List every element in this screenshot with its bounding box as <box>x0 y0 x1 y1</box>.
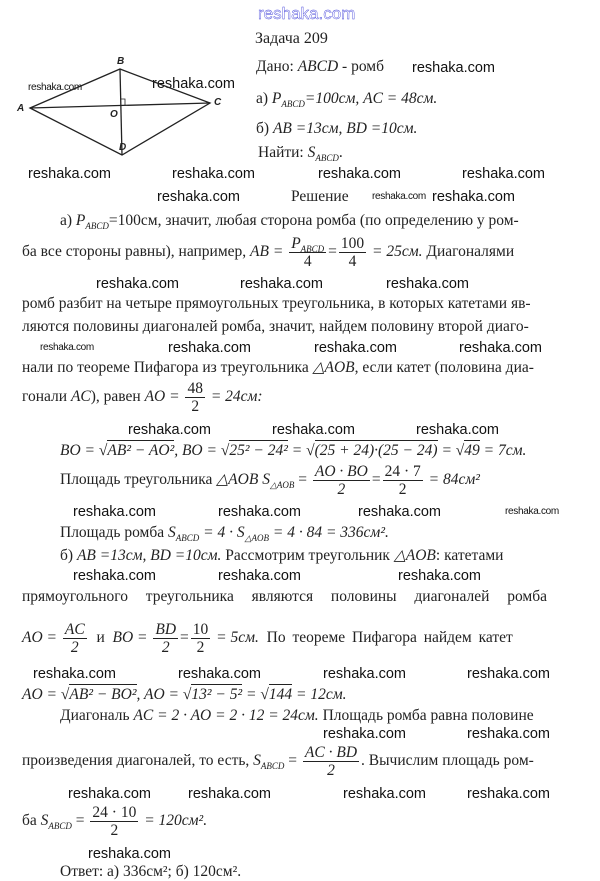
watermark-top: reshaka.com <box>258 4 356 23</box>
result: = 5см. <box>216 629 259 647</box>
result: = 12см. <box>295 686 347 703</box>
watermark: reshaka.com <box>168 340 252 356</box>
radicand: (25 + 24)·(25 − 24) <box>314 442 438 459</box>
math: AO = <box>22 629 57 647</box>
watermark: reshaka.com <box>172 166 256 182</box>
find-label: Найти: <box>258 144 304 161</box>
math: AO = <box>144 388 180 406</box>
watermark: reshaka.com <box>462 166 546 182</box>
math: BO = <box>60 442 95 459</box>
problem-title: Задача 209 <box>255 30 328 47</box>
numerator: AO · BO <box>314 463 368 480</box>
watermark: reshaka.com <box>88 846 172 862</box>
result: = 84см² <box>428 471 480 489</box>
radicand: AB² − BO² <box>69 686 137 703</box>
watermark: reshaka.com <box>33 666 117 682</box>
text: нали по теореме Пифагора из треугольника <box>22 359 309 376</box>
watermark: reshaka.com <box>467 666 551 682</box>
given-label: Дано: <box>256 58 294 75</box>
text: ба все стороны равны), например, <box>22 243 247 261</box>
watermark: reshaka.com <box>314 340 398 356</box>
numerator: 100 <box>340 235 365 252</box>
fraction <box>289 235 326 270</box>
given-b-rest: AB =13см, BD =10см. <box>272 120 418 137</box>
watermark: reshaka.com <box>343 786 427 802</box>
radicand: 13² − 5² <box>191 686 243 703</box>
math: , AO = <box>136 686 179 703</box>
part-b-line-3: AO = $\frac{AC}{2}$ и BO = $\frac{BD}{2}$ = $\frac{10}{2}$ = 5см. По теореме Пифагора найдем катет <box>22 621 513 656</box>
denominator: 2 <box>191 398 200 415</box>
watermark: reshaka.com <box>432 189 516 205</box>
denominator: 2 <box>70 639 79 656</box>
part-b-ao-formula: AO = √AB² − BO², AO = √13² − 5² = √144 = 12см. <box>22 686 347 703</box>
math: AO = <box>22 686 57 703</box>
watermark: reshaka.com <box>128 422 212 438</box>
sub: ABCD <box>300 244 325 254</box>
find-end: . <box>338 144 343 161</box>
watermark: reshaka.com <box>372 191 426 202</box>
watermark: reshaka.com <box>28 82 82 93</box>
math: △AOB <box>393 547 436 564</box>
watermark: reshaka.com <box>416 422 500 438</box>
sub: △AOB <box>244 533 269 543</box>
result: = 25см. <box>372 243 423 261</box>
watermark: reshaka.com <box>398 568 482 584</box>
denominator: 2 <box>196 639 205 656</box>
result: = 7см. <box>483 442 527 459</box>
vertex-label-c: C <box>214 97 222 108</box>
part-a-sub: ABCD <box>85 221 109 231</box>
sub: △AOB <box>269 480 295 491</box>
text: и <box>96 629 105 647</box>
watermark: reshaka.com <box>73 568 157 584</box>
math: S <box>253 752 261 770</box>
watermark: reshaka.com <box>467 786 551 802</box>
math: △AOB <box>312 359 355 376</box>
fraction <box>191 621 211 656</box>
text: Площадь ромба равна половине <box>322 707 534 724</box>
text: Площадь ромба <box>60 524 165 541</box>
find-line <box>258 144 343 162</box>
sub: ABCD <box>175 533 200 543</box>
math: = <box>246 686 257 703</box>
math: = 4 · S <box>203 524 245 541</box>
part-b-line-1 <box>60 547 503 565</box>
numerator: 48 <box>187 380 203 397</box>
watermark: reshaka.com <box>505 506 559 517</box>
given-rhombus: ABCD <box>297 58 339 75</box>
math: △AOB <box>216 471 259 489</box>
sub: ABCD <box>260 761 285 772</box>
numerator: AC <box>64 621 85 638</box>
denominator: 2 <box>327 762 335 779</box>
denominator: 2 <box>110 822 119 839</box>
given-b <box>256 120 417 138</box>
denominator: 2 <box>398 481 407 498</box>
vertex-label-d: D <box>119 142 127 153</box>
part-a-line-4: ляются половины диагоналей ромба, значит, найдем половину второй диаго- <box>22 318 529 335</box>
watermark: reshaka.com <box>272 422 356 438</box>
given-a-rest: =100см, AC = 48см. <box>304 90 438 107</box>
numerator: BD <box>155 621 177 638</box>
numerator: 10 <box>192 621 209 638</box>
given-b-prefix: б) <box>256 120 270 137</box>
math: AC <box>70 388 91 406</box>
part-a-text: =100см, значит, любая сторона ромба (по определению у ром- <box>108 212 519 229</box>
part-b-prefix: б) <box>60 547 74 564</box>
watermark: reshaka.com <box>28 166 112 182</box>
text: Площадь треугольника <box>60 471 213 489</box>
part-b-line-5 <box>60 707 534 725</box>
radicand: 49 <box>464 442 480 459</box>
given-a-p: P <box>271 90 282 107</box>
part-b-line-2: прямоугольного треугольника являются половины диагоналей ромба <box>22 588 547 605</box>
part-a-line-1 <box>60 212 519 230</box>
watermark: reshaka.com <box>218 568 302 584</box>
sub: ABCD <box>48 821 72 832</box>
watermark: reshaka.com <box>323 726 407 742</box>
part-a-line-6 <box>22 380 263 415</box>
given-line <box>256 58 384 76</box>
math: S <box>262 471 270 489</box>
watermark: reshaka.com <box>386 276 470 292</box>
radicand: 25² − 24² <box>229 442 288 459</box>
fraction <box>339 235 366 270</box>
diagonal-ac <box>30 103 210 108</box>
text: , если катет (половина диа- <box>354 359 534 376</box>
watermark: reshaka.com <box>467 726 551 742</box>
text: произведения диагоналей, то есть, <box>22 752 250 770</box>
fraction <box>185 380 205 415</box>
watermark: reshaka.com <box>358 504 442 520</box>
denominator: 2 <box>337 481 346 498</box>
text: ), равен <box>90 388 141 406</box>
numerator: AC · BD <box>304 744 358 761</box>
text: гонали <box>22 388 68 406</box>
vertex-label-b: B <box>117 56 125 67</box>
find-s: S <box>307 144 316 161</box>
math: , BO = <box>174 442 217 459</box>
math: S <box>40 812 49 830</box>
numerator: 24 · 10 <box>92 804 137 821</box>
watermark: reshaka.com <box>318 166 402 182</box>
vertex-label-o: O <box>110 109 118 120</box>
watermark: reshaka.com <box>240 276 324 292</box>
given-a-prefix: а) <box>256 90 269 107</box>
text: : катетами <box>435 547 504 564</box>
result: = 24см: <box>210 388 263 406</box>
fraction <box>303 744 359 779</box>
text: Рассмотрим треугольник <box>225 547 390 564</box>
part-a-prefix: а) <box>60 212 73 229</box>
solution-heading: Решение <box>291 188 349 205</box>
math: = <box>291 442 303 459</box>
math: = <box>441 442 452 459</box>
math: BO = <box>112 629 148 647</box>
given-rhombus-word: - ромб <box>342 58 384 75</box>
watermark: reshaka.com <box>412 60 496 76</box>
fraction <box>153 621 178 656</box>
given-a <box>256 90 437 108</box>
watermark: reshaka.com <box>323 666 407 682</box>
watermark: reshaka.com <box>40 342 94 353</box>
numerator: P <box>291 235 301 252</box>
part-a-line-5 <box>22 359 534 377</box>
math: AB = <box>250 243 284 261</box>
rhombus-area-line <box>60 524 389 542</box>
denominator: 4 <box>303 253 312 270</box>
part-b-line-6: произведения диагоналей, то есть, $S_{ABCD}$ = $\frac{AC \cdot BD}{2}$ . Вычислим площадь ром- <box>22 744 534 779</box>
watermark: reshaka.com <box>459 340 543 356</box>
part-a-line-3: ромб разбит на четыре прямоугольных треугольника, в которых катетами яв- <box>22 295 531 312</box>
denominator: 2 <box>161 639 170 656</box>
fraction <box>313 463 370 498</box>
text: По теореме Пифагора найдем катет <box>266 629 513 647</box>
watermark: reshaka.com <box>73 504 157 520</box>
watermark: reshaka.com <box>157 189 241 205</box>
find-sub: ABCD <box>315 153 339 163</box>
text: Диагональ <box>60 707 130 724</box>
radicand: AB² − AO² <box>107 442 175 459</box>
part-a-line-2: ба все стороны равны), например, AB = $P_{ABCD}$ 4 = $\frac{100}{4}$ = 25см. Диагоналями <box>22 235 515 270</box>
watermark: reshaka.com <box>218 504 302 520</box>
text: . Вычислим площадь ром- <box>361 752 534 770</box>
radicand: 144 <box>268 686 293 703</box>
part-b-line-7: ба $S_{ABCD}$ = $\frac{24 \cdot 10}{2}$ = 120см². <box>22 804 208 839</box>
watermark: reshaka.com <box>178 666 262 682</box>
vertex-label-a: A <box>17 103 25 114</box>
text: ба <box>22 812 37 830</box>
watermark: reshaka.com <box>96 276 180 292</box>
fraction <box>383 463 423 498</box>
fraction <box>63 621 87 656</box>
fraction <box>90 804 138 839</box>
watermark: reshaka.com <box>68 786 152 802</box>
text: Диагоналями <box>426 243 515 261</box>
part-a-bo-formula: BO = √AB² − AO², BO = √25² − 24² = √(25 + 24)·(25 − 24) = √49 = 7см. <box>60 442 527 459</box>
numerator: 24 · 7 <box>384 463 421 480</box>
part-a-p: P <box>75 212 86 229</box>
given-a-sub: ABCD <box>281 99 305 109</box>
result: = 120см². <box>144 812 208 830</box>
math: AB =13см, BD =10см. <box>76 547 222 564</box>
watermark: reshaka.com <box>188 786 272 802</box>
result: = 4 · 84 = 336см². <box>272 524 389 541</box>
denominator: 4 <box>348 253 357 270</box>
watermark: reshaka.com <box>152 76 236 92</box>
math: AC = 2 · AO = 2 · 12 = 24см. <box>133 707 319 724</box>
triangle-area-line: Площадь треугольника △AOB $S_{\triangle AOB}$ = $\frac{AO \cdot BO}{2}$ = $\frac{24 \cdot 7}{2}$ = 84см² <box>60 463 480 498</box>
answer-line: Ответ: а) 336см²; б) 120см². <box>60 863 242 880</box>
math: S <box>167 524 176 541</box>
